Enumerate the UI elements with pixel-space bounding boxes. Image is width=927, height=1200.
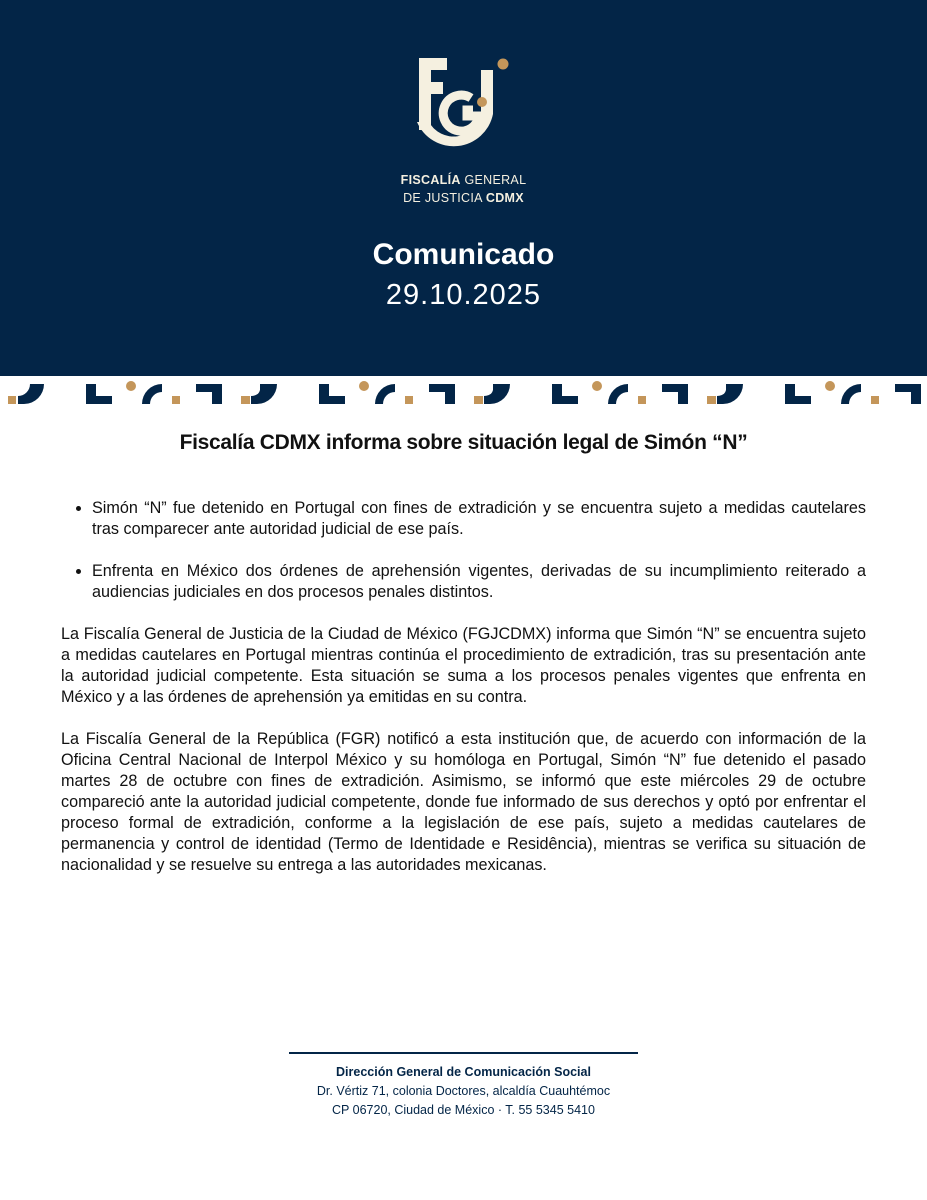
fgj-monogram-logo-icon bbox=[413, 52, 517, 172]
header-banner bbox=[0, 0, 927, 376]
body-paragraph: La Fiscalía General de Justicia de la Ciudad de México (FGJCDMX) informa que Simón “N” se encuentra sujeto a medidas cautelares en Portugal mientras continúa el procedimiento de extradición, tras su presentación ante la autoridad judicial competente. Esta situación se suma a los procesos penales vigentes que enfrenta en México y a las órdenes de aprehensión ya emitidas en su contra. bbox=[61, 625, 866, 706]
press-release-body bbox=[61, 498, 866, 897]
logo-wordmark: FISCALÍA GENERAL DE JUSTICIA CDMX bbox=[400, 173, 527, 205]
bullet-point: • Enfrenta en México dos órdenes de aprehensión vigentes, derivadas de su incumplimiento reiterado a audiencias judiciales en dos procesos penales distintos. bbox=[92, 561, 866, 603]
footer-divider bbox=[289, 1052, 638, 1054]
bullet-point: • Simón “N” fue detenido en Portugal con fines de extradición y se encuentra sujeto a medidas cautelares tras comparecer ante autoridad judicial de ese país. bbox=[92, 498, 866, 540]
footer-address: Dr. Vértiz 71, colonia Doctores, alcaldía Cuauhtémoc bbox=[316, 1084, 611, 1098]
key-points-list bbox=[61, 498, 866, 603]
body-paragraph: La Fiscalía General de la República (FGR) notificó a esta institución que, de acuerdo con información de la Oficina Central Nacional de Interpol México y su homóloga en Portugal, Simón “N” fue detenido el pasado martes 28 de octubre con fines de extradición. Asimismo, se informó que este miércoles 29 de octubre compareció ante la autoridad judicial competente, donde fue informado de sus derechos y optó por enfrentar el proceso formal de extradición, conforme a la legislación de ese país, sujeto a medidas cautelares de permanencia y control de identidad (Termo de Identidade e Residência), mientras se verifica su situación de nacionalidad y se resuelve su entrega a las autoridades mexicanas. bbox=[61, 730, 866, 874]
footer-department: Dirección General de Comunicación Social bbox=[336, 1065, 591, 1079]
decorative-pattern-strip bbox=[0, 376, 927, 416]
release-date: 29.10.2025 bbox=[385, 279, 542, 311]
footer-phone: CP 06720, Ciudad de México · T. 55 5345 5410 bbox=[332, 1103, 595, 1117]
page-title: Comunicado bbox=[372, 238, 555, 271]
footer-contact bbox=[289, 1063, 638, 1120]
headline: Fiscalía CDMX informa sobre situación legal de Simón “N” bbox=[179, 431, 748, 454]
